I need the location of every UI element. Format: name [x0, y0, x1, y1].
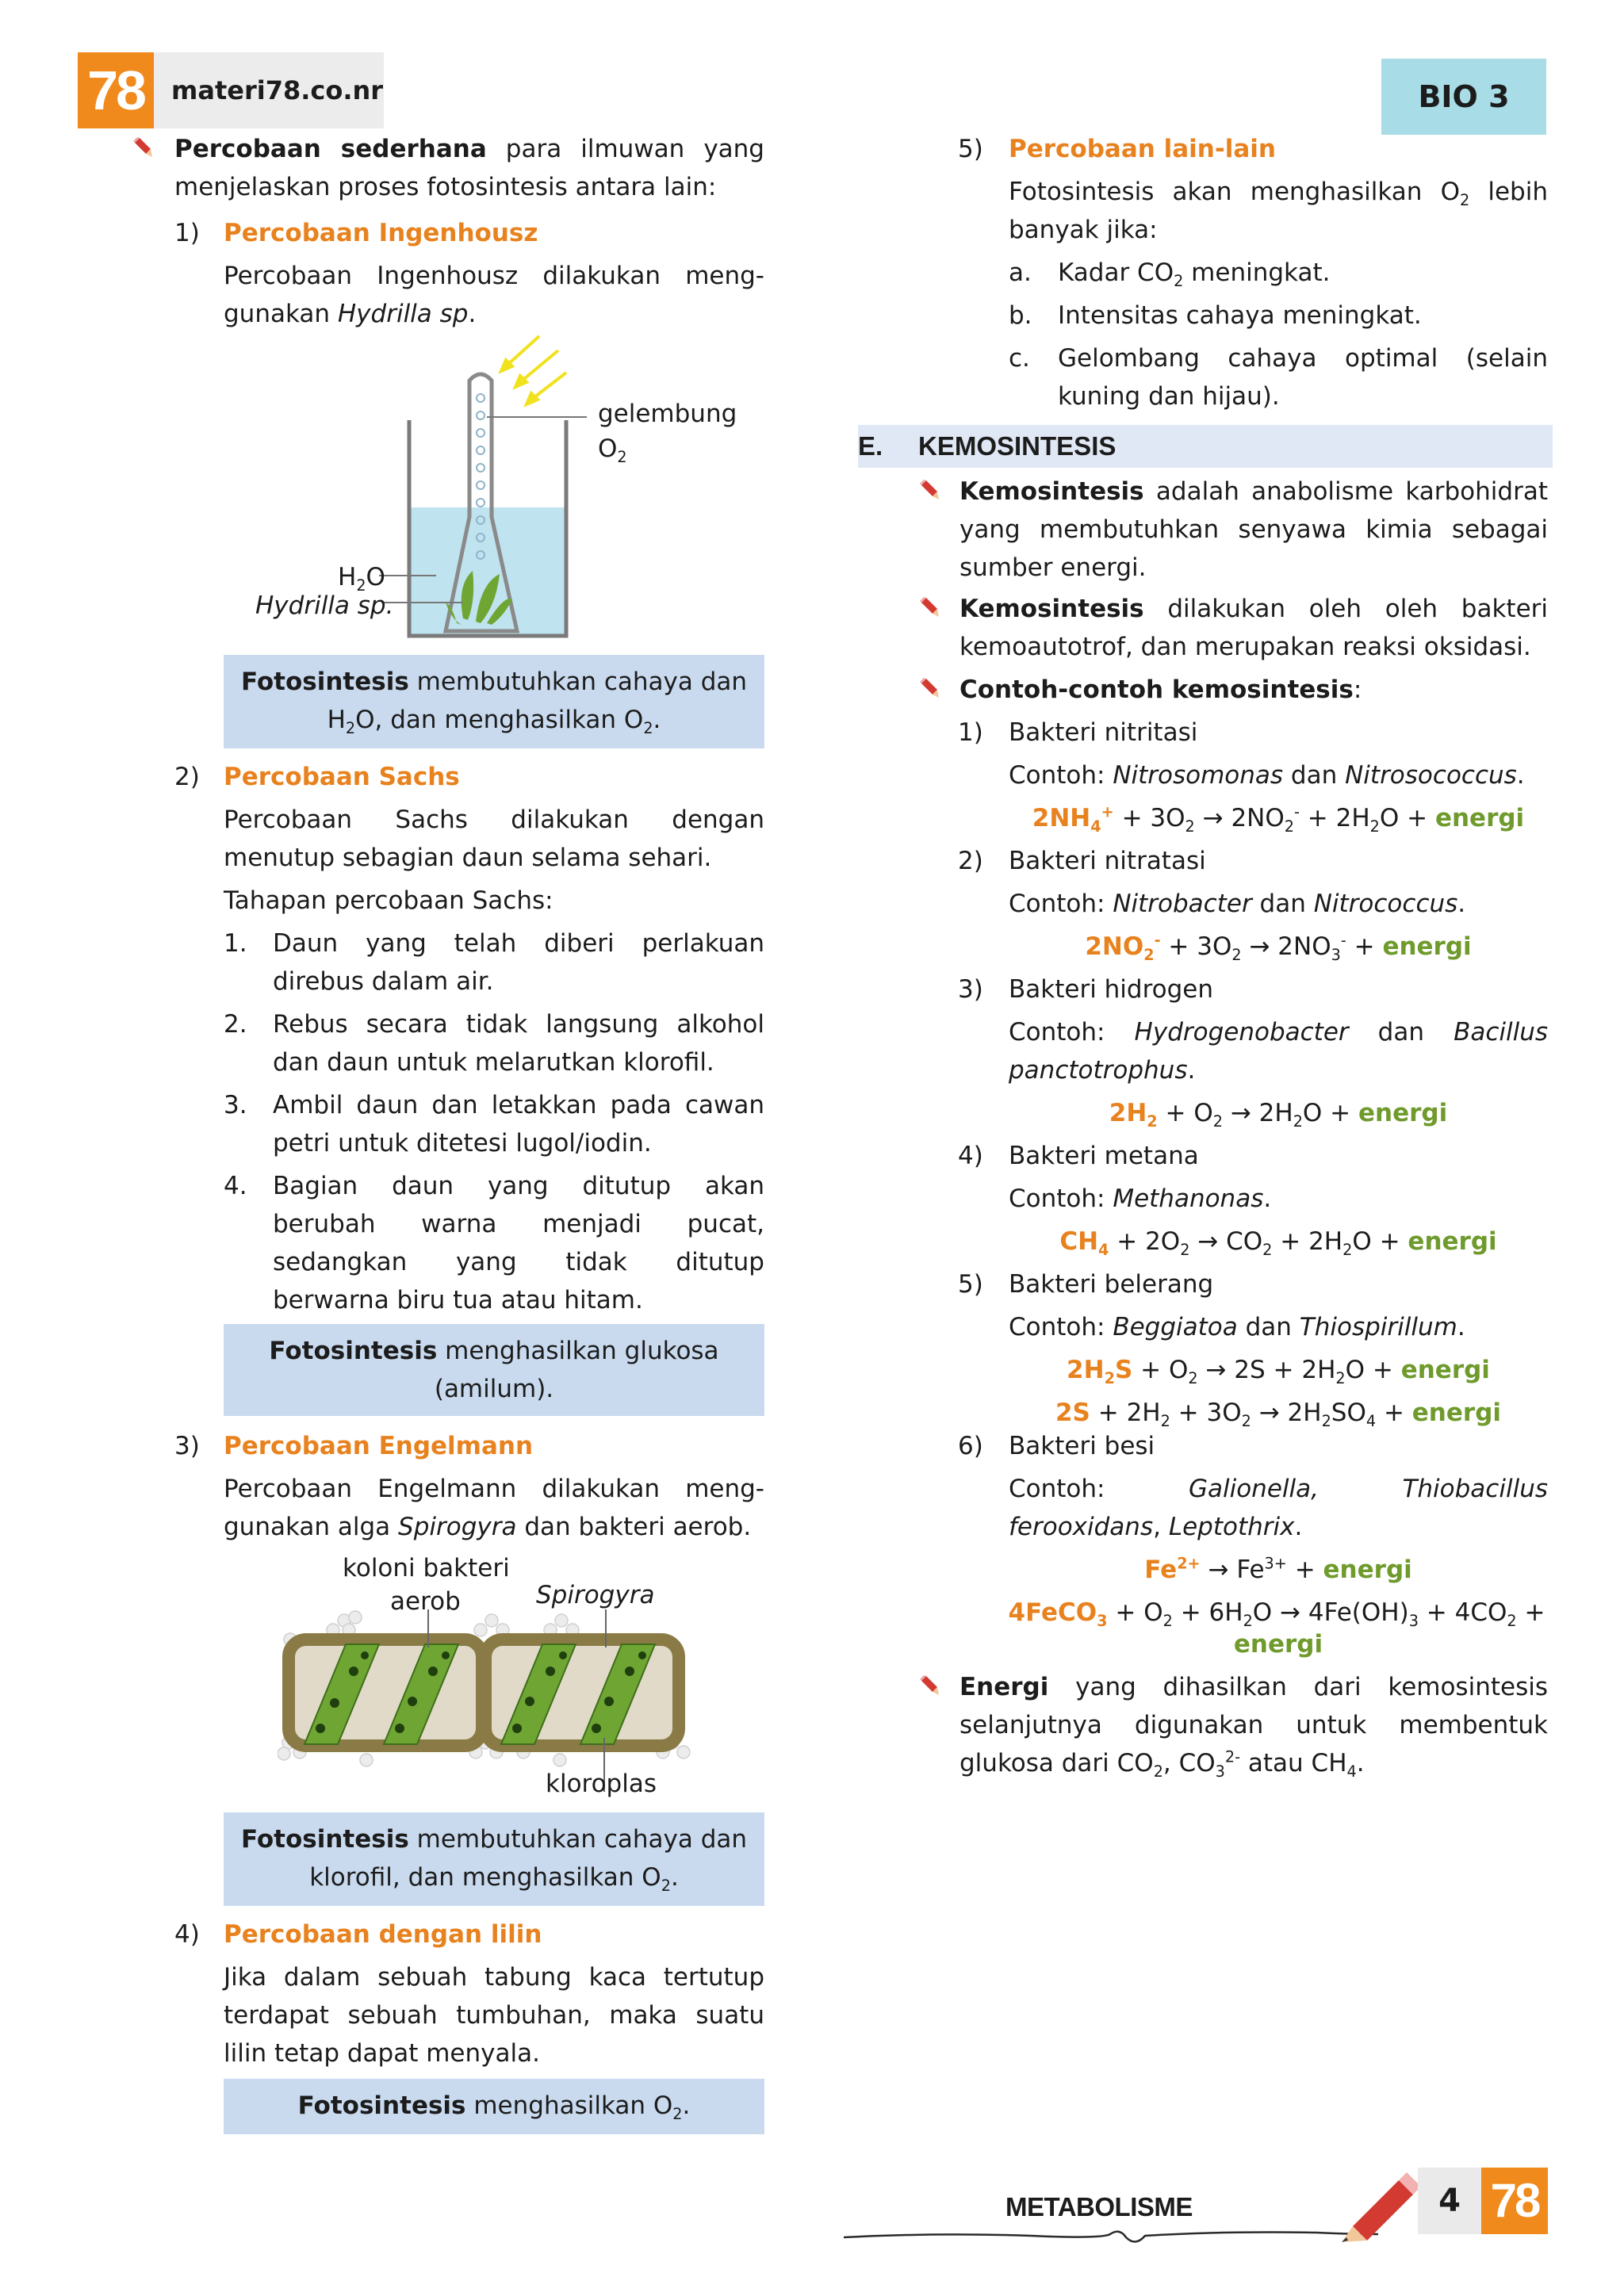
- label-gelembung: gelembung: [598, 400, 737, 428]
- exp4-text: Jika dalam sebuah tabung kaca tertutup terdapat sebuah tumbuhan, maka suatu lilin tetap dapat menyala.: [224, 1963, 764, 2068]
- condition-text: Gelombang cahaya optimal (selain kuning dan hijau).: [1058, 344, 1548, 411]
- equation-belerang-1: $2H_2S + O_2 \to 2S + 2H_2O$ + energi: [1067, 1356, 1490, 1388]
- chapter-title: METABOLISME: [1005, 2192, 1193, 2221]
- bacteria-example: Contoh: Methanonas.: [1009, 1184, 1272, 1213]
- label-aerob: aerob: [390, 1587, 461, 1616]
- bacteria-number: 6): [958, 1432, 983, 1460]
- summary-box-4: Fotosintesis menghasilkan $O_2$.: [224, 2079, 764, 2134]
- exp2-steps-title: Tahapan percobaan Sachs:: [224, 886, 553, 915]
- pencil-bullet-icon: [918, 479, 940, 501]
- step-number: 2.: [224, 1010, 247, 1039]
- pencil-bullet-icon: [918, 677, 940, 699]
- bacteria-example: Contoh: Nitrobacter dan Nitrococcus.: [1009, 890, 1466, 918]
- section-letter: E.: [858, 431, 883, 461]
- bacteria-number: 1): [958, 718, 983, 747]
- bacteria-example: Contoh: Hydrogenobacter dan Bacillus panctotrophus.: [1009, 1018, 1549, 1085]
- site-url[interactable]: materi78.co.nr: [154, 52, 384, 128]
- bacteria-name: Bakteri belerang: [1009, 1270, 1214, 1299]
- page-number: 4: [1418, 2168, 1481, 2234]
- exp2-title: Percobaan Sachs: [224, 763, 460, 791]
- condition-letter: a.: [1009, 258, 1032, 287]
- exp3-text: Percobaan Engelmann dilakukan meng-gunakan alga Spirogyra dan bakteri aerob.: [224, 1475, 764, 1541]
- pencil-bullet-icon: [132, 136, 154, 159]
- label-o2: $O_2$: [598, 434, 627, 467]
- step-text: Bagian daun yang ditutup akan berubah warna menjadi pucat, sedangkan yang tidak ditutup berwarna biru tua atau hitam.: [273, 1172, 764, 1314]
- bacteria-name: Bakteri besi: [1009, 1432, 1155, 1460]
- kemosintesis-definition: Kemosintesis adalah anabolisme karbohidrat yang membutuhkan senyawa kimia sebagai sumber energi.: [959, 477, 1548, 582]
- intro-paragraph: [174, 130, 764, 206]
- equation-hidrogen: $2H_2 + O_2 \to 2H_2O$ + energi: [1109, 1099, 1448, 1131]
- step-number: 1.: [224, 929, 247, 958]
- section-title: KEMOSINTESIS: [918, 431, 1116, 461]
- intro-lead: Percobaan sederhana: [174, 135, 487, 163]
- exp5-text: Fotosintesis akan menghasilkan $O_2$ lebih banyak jika:: [1009, 178, 1548, 244]
- intro-text: para ilmuwan yang menjelaskan proses fotosintesis antara lain:: [174, 135, 764, 201]
- exp1-title: Percobaan Ingenhousz: [224, 219, 538, 247]
- bacteria-example: Contoh: Beggiatoa dan Thiospirillum.: [1009, 1313, 1465, 1341]
- site-logo: 78: [78, 52, 154, 128]
- step-text: Ambil daun dan letakkan pada cawan petri untuk ditetesi lugol/iodin.: [273, 1091, 764, 1158]
- summary-box-2: Fotosintesis menghasilkan glukosa (amilum).: [224, 1324, 764, 1416]
- label-spirogyra: Spirogyra: [536, 1581, 655, 1609]
- bacteria-example: Contoh: Nitrosomonas dan Nitrosococcus.: [1009, 761, 1525, 790]
- equation-besi-2: 4FeCO$_3$ + $O_2 + 6H_2O \to 4Fe(OH)_3 + 4CO_2$ +: [1008, 1598, 1545, 1631]
- pencil-decoration-icon: [1337, 2164, 1424, 2244]
- step-text: Daun yang telah diberi perlakuan direbus dalam air.: [273, 929, 764, 996]
- exp5-number: 5): [958, 135, 983, 163]
- bacteria-number: 4): [958, 1142, 983, 1170]
- energy-usage-paragraph: Energi yang dihasilkan dari kemosintesis selanjutnya digunakan untuk membentuk glukosa dari $CO_2$, $CO_3^{2-}$ atau $CH_4$.: [959, 1673, 1548, 1781]
- bacteria-example: Contoh: Galionella, Thiobacillus ferooxidans, Leptothrix.: [1009, 1475, 1548, 1541]
- pencil-bullet-icon: [918, 1674, 940, 1697]
- exp3-title: Percobaan Engelmann: [224, 1432, 534, 1460]
- pencil-bullet-icon: [918, 596, 940, 618]
- exp4-number: 4): [174, 1920, 200, 1949]
- condition-letter: b.: [1009, 301, 1032, 330]
- examples-heading: Contoh-contoh kemosintesis:: [959, 675, 1362, 704]
- summary-box-1: Fotosintesis membutuhkan cahaya dan $H_2O$, dan menghasilkan $O_2$.: [224, 655, 764, 748]
- step-text: Rebus secara tidak langsung alkohol dan daun untuk melarutkan klorofil.: [273, 1010, 764, 1077]
- footer-logo: 78: [1481, 2168, 1548, 2234]
- exp3-number: 3): [174, 1432, 200, 1460]
- label-kloroplas: kloroplas: [546, 1770, 657, 1798]
- kemosintesis-executor: Kemosintesis dilakukan oleh oleh bakteri kemoautotrof, dan merupakan reaksi oksidasi.: [959, 595, 1548, 661]
- exp2-number: 2): [174, 763, 200, 791]
- condition-letter: c.: [1009, 344, 1030, 373]
- bacteria-name: Bakteri nitratasi: [1009, 847, 1206, 875]
- label-hydrilla: Hydrilla sp.: [255, 591, 394, 620]
- bacteria-number: 2): [958, 847, 983, 875]
- equation-nitritasi: $2NH_4^+ + 3O_2 \to 2NO_2^- + 2H_2O$ + energi: [1032, 802, 1525, 836]
- summary-box-3: Fotosintesis membutuhkan cahaya dan klorofil, dan menghasilkan $O_2$.: [224, 1812, 764, 1906]
- bacteria-name: Bakteri metana: [1009, 1142, 1199, 1170]
- equation-besi-1: $Fe^{2+} \to Fe^{3+}$ + energi: [1144, 1554, 1412, 1584]
- footer-divider: [841, 2220, 1380, 2252]
- label-h2o: $H_2O$: [338, 563, 385, 595]
- exp2-text: Percobaan Sachs dilakukan dengan menutup sebagian daun selama sehari.: [224, 806, 764, 872]
- equation-belerang-2: $2S + 2H_2 + 3O_2 \to 2H_2SO_4$ + energi: [1055, 1399, 1502, 1431]
- bacteria-number: 5): [958, 1270, 983, 1299]
- exp4-title: Percobaan dengan lilin: [224, 1920, 542, 1949]
- label-koloni-bakteri: koloni bakteri: [343, 1554, 510, 1582]
- bacteria-name: Bakteri nitritasi: [1009, 718, 1198, 747]
- step-number: 3.: [224, 1091, 247, 1119]
- condition-text: Intensitas cahaya meningkat.: [1058, 301, 1422, 330]
- section-heading-bar: [858, 425, 1553, 468]
- subject-badge: BIO 3: [1381, 59, 1546, 135]
- equation-nitratasi: $2NO_2^- + 3O_2 \to 2NO_3^-$ + energi: [1085, 931, 1472, 965]
- bacteria-name: Bakteri hidrogen: [1009, 975, 1214, 1004]
- condition-text: Kadar $CO_2$ meningkat.: [1058, 258, 1331, 291]
- exp1-number: 1): [174, 219, 200, 247]
- exp5-title: Percobaan lain-lain: [1009, 135, 1276, 163]
- step-number: 4.: [224, 1172, 247, 1200]
- equation-besi-2-energi: energi: [1233, 1630, 1323, 1659]
- exp1-text: Percobaan Ingenhousz dilakukan meng-gunakan Hydrilla sp.: [224, 262, 764, 328]
- equation-metana: $CH_4 + 2O_2 \to CO_2 + 2H_2O$ + energi: [1059, 1227, 1497, 1260]
- bacteria-number: 3): [958, 975, 983, 1004]
